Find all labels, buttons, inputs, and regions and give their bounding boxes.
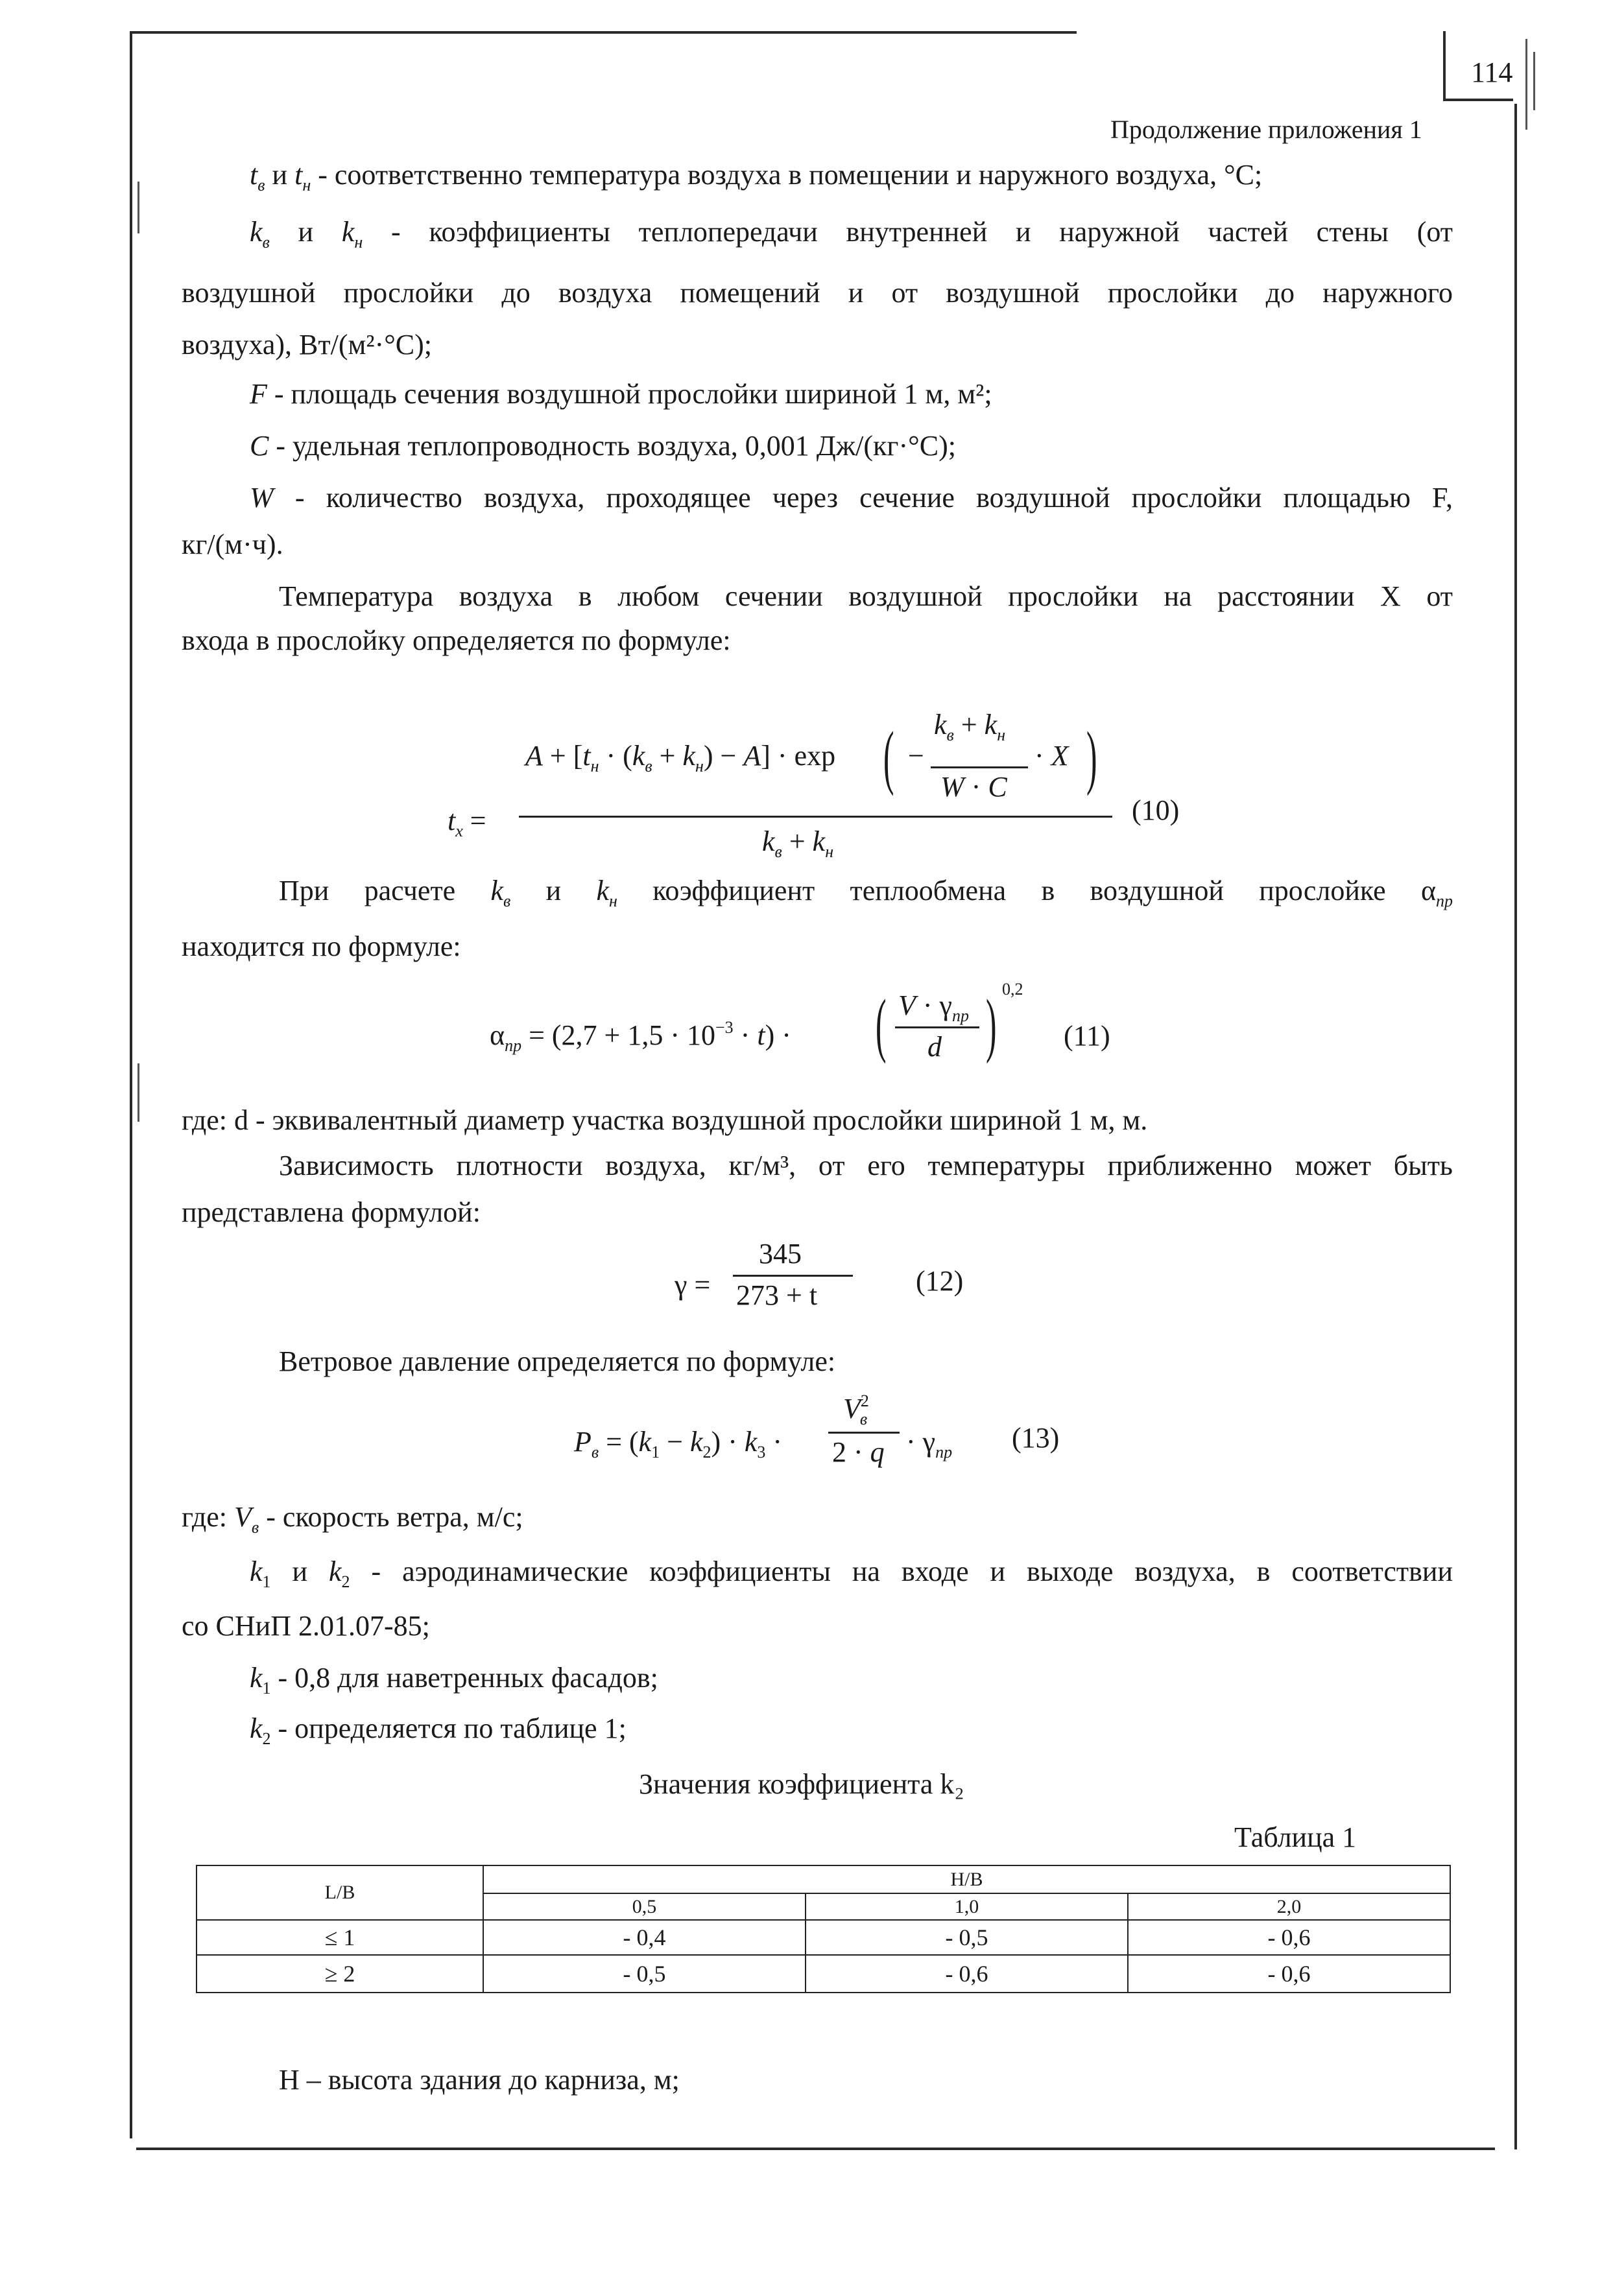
para-density-line1: Зависимость плотности воздуха, кг/м³, от его температуры приближенно может быть xyxy=(279,1150,1453,1181)
scan-edge-mark xyxy=(137,182,139,233)
table-header-lb: L/B xyxy=(197,1865,483,1920)
formula-12-denominator: 273 + t xyxy=(736,1279,818,1311)
k2-values-table xyxy=(196,1865,1451,1993)
table-subheader: 1,0 xyxy=(806,1893,1128,1920)
table-cell: - 0,4 xyxy=(483,1920,806,1955)
table-cell: - 0,5 xyxy=(806,1920,1128,1955)
para-calc-line1: При расчете $k_в$ и $k_н$ коэффициент теплообмена в воздушной прослойке $\alpha_{пр}$ xyxy=(279,875,1453,910)
def-k-line3: воздуха), Вт/(м²·°С); xyxy=(182,329,433,361)
def-W-line1: W - количество воздуха, проходящее через сечение воздушной прослойки площадью F, xyxy=(250,482,1453,514)
table-subheader: 0,5 xyxy=(483,1893,806,1920)
def-t-line: $t_в$ и $t_н$ - соответственно температура воздуха в помещении и наружного воздуха, °С; xyxy=(250,159,1263,195)
where-v-line: где: $V_в$ - скорость ветра, м/с; xyxy=(182,1501,523,1537)
def-k12-line1: $k_1$ и $k_2$ - аэродинамические коэффициенты на входе и выходе воздуха, в соответствии xyxy=(250,1556,1453,1591)
formula-12-number: (12) xyxy=(916,1265,964,1297)
table-cell: - 0,6 xyxy=(806,1955,1128,1993)
table-row-label: ≤ 1 xyxy=(197,1920,483,1955)
frame-bottom-border xyxy=(136,2148,1495,2150)
def-k2-line: $k_2$ - определяется по таблице 1; xyxy=(250,1712,627,1748)
para-calc-line2: находится по формуле: xyxy=(182,930,461,962)
scan-edge-mark xyxy=(1525,39,1527,130)
para-density-line2: представлена формулой: xyxy=(182,1196,481,1228)
table-subheader: 2,0 xyxy=(1128,1893,1450,1920)
formula-11-number: (11) xyxy=(1064,1020,1110,1052)
def-F-line: F - площадь сечения воздушной прослойки шириной 1 м, м²; xyxy=(250,378,992,410)
def-k-line2: воздушной прослойки до воздуха помещений и от воздушной прослойки до наружного xyxy=(182,277,1453,309)
def-k12-line2: со СНиП 2.01.07-85; xyxy=(182,1610,430,1642)
table-header-row xyxy=(197,1865,1450,1893)
para-temperature-line1: Температура воздуха в любом сечении воздушной прослойки на расстоянии Х от xyxy=(279,580,1453,612)
page-header: Продолжение приложения 1 xyxy=(1110,115,1422,144)
def-k-line1: $k_в$ и $k_н$ - коэффициенты теплопередачи внутренней и наружной частей стены (от xyxy=(250,216,1453,252)
frame-right-border xyxy=(1514,104,1517,2149)
table-header-hb: H/B xyxy=(483,1865,1450,1893)
footer-h-definition: Н – высота здания до карниза, м; xyxy=(279,2064,680,2096)
def-C-line: C - удельная теплопроводность воздуха, 0,001 Дж/(кг·°С); xyxy=(250,430,956,462)
frame-left-border xyxy=(130,31,132,2138)
formula-10: $t_x$ = $A + [t_н \cdot (k_в + k_н) - A] \cdot \exp$ ( − $k_в + k_н$ W · C · X ) $k_в + k_н$ xyxy=(448,720,1161,869)
formula-13-number: (13) xyxy=(1012,1422,1060,1454)
table-cell: - 0,6 xyxy=(1128,1955,1450,1993)
def-k1-line: $k_1 - 0,8$ для наветренных фасадов; xyxy=(250,1662,658,1698)
table-label: Таблица 1 xyxy=(1234,1821,1357,1853)
table-caption: Значения коэффициента k₂ xyxy=(639,1768,964,1800)
where-d-line: где: d - эквивалентный диаметр участка воздушной прослойки шириной 1 м, м. xyxy=(182,1104,1148,1136)
para-temperature-line2: входа в прослойку определяется по формуле: xyxy=(182,624,731,656)
para-wind: Ветровое давление определяется по формуле: xyxy=(279,1345,836,1377)
formula-12-numerator: 345 xyxy=(759,1238,802,1270)
table-cell: - 0,6 xyxy=(1128,1920,1450,1955)
page-number: 114 xyxy=(1471,56,1513,88)
frame-top-border xyxy=(130,31,1077,34)
table-cell: - 0,5 xyxy=(483,1955,806,1993)
table-row xyxy=(197,1920,1450,1955)
def-W-line2: кг/(м·ч). xyxy=(182,528,283,560)
scan-edge-mark xyxy=(137,1063,139,1122)
formula-11: $\alpha_{пр} = (2,7 + 1,5 \cdot 10^{-3} \cdot t)$ · ( $V \cdot \gamma_{пр}$ d ) 0,2 xyxy=(490,980,1023,1064)
table-row-label: ≥ 2 xyxy=(197,1955,483,1993)
table-row xyxy=(197,1955,1450,1993)
formula-12: γ = 345 273 + t xyxy=(675,1237,869,1334)
formula-13: $P_в = (k_1 - k_2) \cdot k_3$ · $V^2_в$ 2 · q · $\gamma_{пр}$ xyxy=(574,1391,953,1468)
scan-edge-mark xyxy=(1533,52,1535,110)
formula-10-number: (10) xyxy=(1132,794,1180,826)
